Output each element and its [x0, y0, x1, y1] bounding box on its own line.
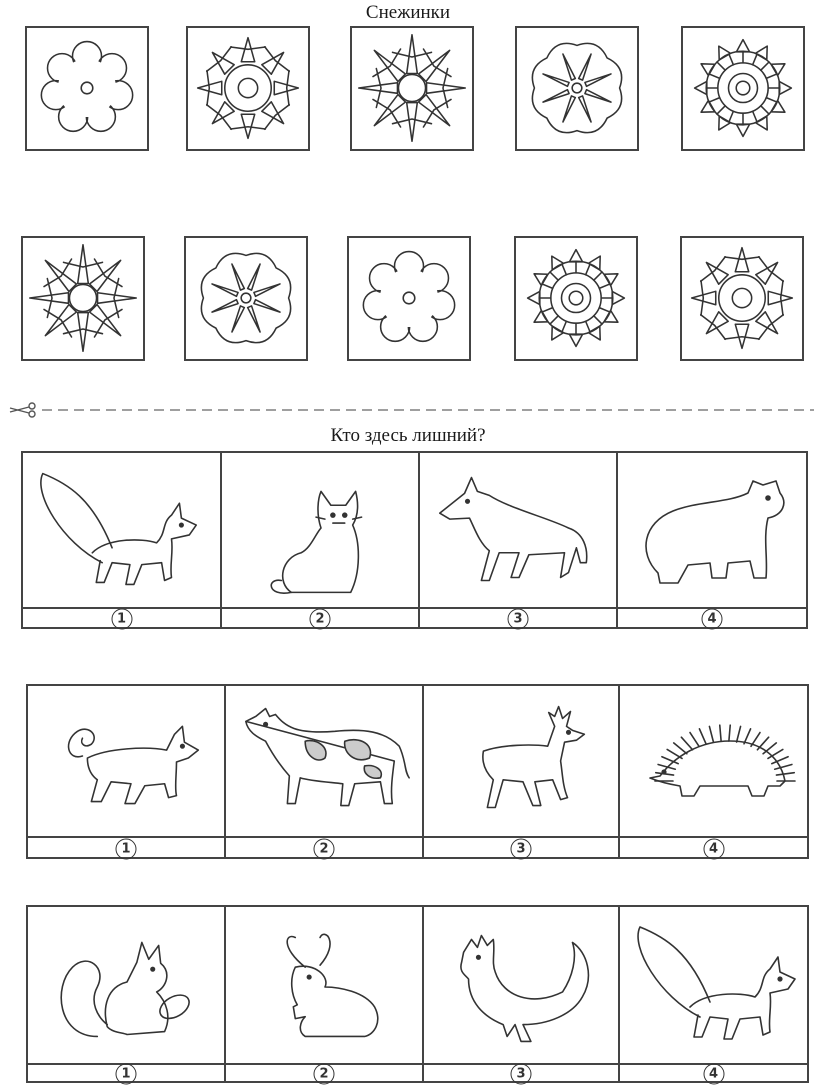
wheel-snowflake-icon: [683, 28, 803, 149]
animal-option[interactable]: [424, 907, 620, 1081]
option-number: 2: [314, 1064, 335, 1085]
animal-option[interactable]: [23, 453, 222, 627]
animal-option[interactable]: [620, 907, 807, 1081]
animal-strip: [26, 905, 809, 1083]
odd-one-out-title: Кто здесь лишний?: [330, 425, 486, 446]
option-number: 4: [702, 609, 723, 630]
deer-icon: [424, 686, 618, 836]
option-number: 1: [116, 1064, 137, 1085]
option-number: 3: [511, 1064, 532, 1085]
animal-strip: [26, 684, 809, 859]
petal-snowflake-icon: [186, 238, 306, 359]
animal-option[interactable]: [226, 686, 424, 857]
hare-icon: [226, 907, 422, 1063]
snowflake-card[interactable]: [347, 236, 471, 361]
spiky-snowflake-icon: [23, 238, 143, 359]
hedgehog-icon: [620, 686, 807, 836]
squirrel-icon: [28, 907, 224, 1063]
snowflake-card[interactable]: [184, 236, 308, 361]
snowflake-card[interactable]: [681, 26, 805, 151]
option-number: 3: [508, 609, 529, 630]
snowflake-card[interactable]: [515, 26, 639, 151]
scissors-icon: [10, 403, 35, 417]
bear-icon: [618, 453, 806, 607]
option-number: 2: [314, 838, 335, 859]
cow-icon: [226, 686, 422, 836]
arctic-fox-icon: [28, 686, 224, 836]
flower-snowflake-icon: [27, 28, 147, 149]
cat-icon: [222, 453, 418, 607]
option-number: 3: [511, 838, 532, 859]
option-number: 4: [703, 1064, 724, 1085]
star-ring-snowflake-icon: [188, 28, 308, 149]
option-number: 1: [111, 609, 132, 630]
animal-option[interactable]: [28, 907, 226, 1081]
animal-option[interactable]: [222, 453, 420, 627]
animal-option[interactable]: [620, 686, 807, 857]
animal-option[interactable]: [226, 907, 424, 1081]
snowflake-card[interactable]: [25, 26, 149, 151]
spiky-snowflake-icon: [352, 28, 472, 149]
fox-icon: [620, 907, 807, 1063]
snowflake-card[interactable]: [514, 236, 638, 361]
flower-snowflake-icon: [349, 238, 469, 359]
animal-strip: [21, 451, 808, 629]
option-number: 1: [116, 838, 137, 859]
snowflakes-title: Снежинки: [365, 2, 451, 23]
wheel-snowflake-icon: [516, 238, 636, 359]
snowflake-card[interactable]: [186, 26, 310, 151]
star-ring-snowflake-icon: [682, 238, 802, 359]
cut-line: [0, 398, 816, 422]
animal-option[interactable]: [424, 686, 620, 857]
snowflake-card[interactable]: [680, 236, 804, 361]
animal-option[interactable]: [28, 686, 226, 857]
snowflake-card[interactable]: [21, 236, 145, 361]
fox-icon: [23, 453, 220, 607]
wolf-icon: [420, 453, 616, 607]
animal-option[interactable]: [618, 453, 806, 627]
rooster-icon: [424, 907, 618, 1063]
option-number: 2: [310, 609, 331, 630]
animal-option[interactable]: [420, 453, 618, 627]
option-number: 4: [703, 838, 724, 859]
snowflake-card[interactable]: [350, 26, 474, 151]
petal-snowflake-icon: [517, 28, 637, 149]
